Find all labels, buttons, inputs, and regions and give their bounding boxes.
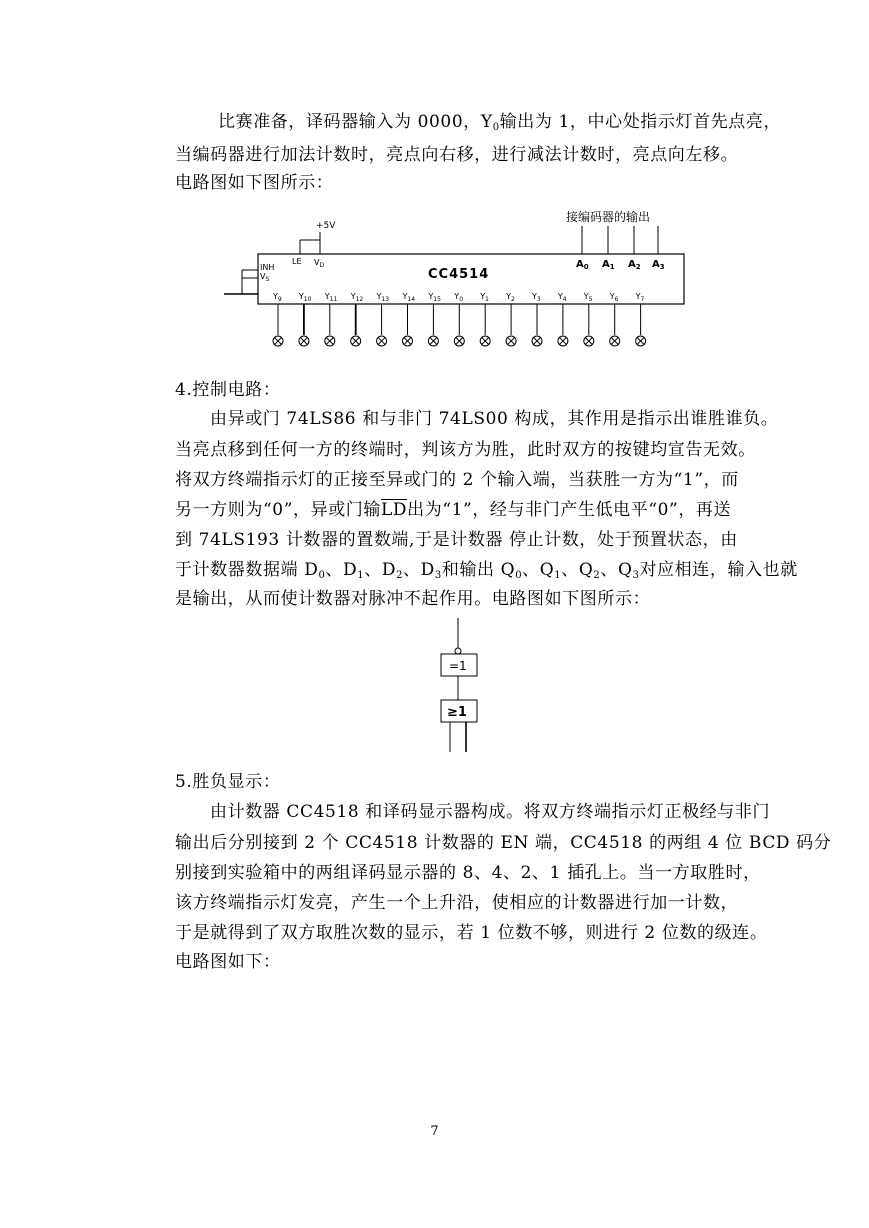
subscript: 0: [515, 570, 523, 581]
subscript: 2: [593, 570, 601, 581]
vs-label: $V_S$: [260, 272, 270, 283]
y-pin-label: $Y_{15}$: [428, 292, 441, 303]
y-pin-label: $Y_2$: [506, 292, 515, 303]
inh-label: INH: [260, 263, 275, 272]
s4-sep: 、Q: [561, 560, 594, 580]
subscript: 3: [632, 570, 640, 581]
s4-text: 出为“1”，经与非门产生低电平“0”，再送: [407, 500, 732, 520]
s4-line-6: [175, 560, 798, 580]
a-pin-label: $A_1$: [602, 259, 615, 271]
subscript: 0: [492, 122, 500, 133]
cc4514-circuit-diagram: [220, 208, 690, 356]
le-label: LE: [292, 257, 302, 266]
subscript: 1: [357, 570, 365, 581]
subscript: 0: [318, 570, 326, 581]
intro-line-3: 电路图如下图所示：: [175, 173, 334, 193]
a-pin-label: $A_0$: [576, 259, 589, 271]
section-4-heading: 4.控制电路：: [175, 380, 281, 400]
encoder-output-label: 接编码器的输出: [566, 210, 651, 224]
chip-name: CC4514: [428, 267, 490, 282]
a-pin-label: $A_3$: [652, 259, 665, 271]
s4-text: 和输出 Q: [441, 560, 516, 580]
intro-line-2: 当编码器进行加法计数时，亮点向右移，进行减法计数时，亮点向左移。: [175, 145, 739, 165]
s4-sep: 、D: [403, 560, 435, 580]
y-pin-label: $Y_3$: [532, 292, 541, 303]
y-pin-label: $Y_{11}$: [324, 292, 338, 303]
intro-line-1: [218, 112, 781, 132]
subscript: 2: [396, 570, 404, 581]
intro-text: 比赛准备，译码器输入为 0000，Y: [218, 112, 493, 132]
s4-sep: 、D: [325, 560, 358, 580]
subscript: 3: [434, 570, 442, 581]
y-pin-label: $Y_4$: [557, 292, 567, 303]
y-pin-label: $Y_0$: [454, 292, 464, 303]
vd-label: $V_D$: [314, 258, 325, 269]
page-number: 7: [430, 1124, 439, 1139]
y-pin-label: $Y_{12}$: [350, 292, 364, 303]
s5-line-4: 该方终端指示灯发亮，产生一个上升沿，使相应的计数器进行加一计数，: [175, 893, 739, 913]
s4-line-2: 当亮点移到任何一方的终端时，判该方为胜，此时双方的按键均宣告无效。: [175, 440, 756, 460]
y-pin-label: $Y_5$: [583, 292, 593, 303]
s4-line-7: 是输出，从而使计数器对脉冲不起作用。电路图如下图所示：: [175, 589, 651, 609]
intro-text: 输出为 1，中心处指示灯首先点亮，: [499, 112, 782, 132]
s4-text: 另一方则为“0”，异或门输: [175, 500, 381, 520]
y-pin-label: $Y_1$: [480, 292, 489, 303]
s4-sep: 、Q: [522, 560, 555, 580]
s5-line-1: 由计数器 CC4518 和译码显示器构成。将双方终端指示灯正极经与非门: [210, 802, 771, 822]
a-pin-label: $A_2$: [628, 259, 641, 271]
a-pins: [576, 226, 665, 271]
ld-overline: $\overline{LD}$: [381, 500, 408, 520]
y-pin-label: $Y_{10}$: [298, 292, 312, 303]
s4-sep: 、D: [364, 560, 397, 580]
y-pin-label: $Y_6$: [609, 292, 619, 303]
y-pin-label: $Y_9$: [273, 292, 282, 303]
s4-line-3: 将双方终端指示灯的正接至异或门的 2 个输入端，当获胜一方为“1”，而: [175, 470, 739, 490]
s4-text: 于计数器数据端 D: [175, 560, 319, 580]
s4-line-5: 到 74LS193 计数器的置数端,于是计数器 停止计数，处于预置状态，由: [175, 530, 738, 550]
gate-diagram: [430, 618, 490, 754]
y-pins: [272, 292, 644, 335]
s5-line-2: 输出后分别接到 2 个 CC4518 计数器的 EN 端，CC4518 的两组 4 位 BCD 码分: [175, 833, 832, 853]
y-pin-label: $Y_{14}$: [402, 292, 416, 303]
power-label: +5V: [316, 221, 336, 231]
s5-line-5: 于是就得到了双方取胜次数的显示，若 1 位数不够，则进行 2 位数的级连。: [175, 923, 768, 943]
s4-line-1: 由异或门 74LS86 和与非门 74LS00 构成，其作用是指示出谁胜谁负。: [210, 409, 779, 429]
s5-line-3: 别接到实验箱中的两组译码显示器的 8、4、2、1 插孔上。当一方取胜时，: [175, 863, 761, 883]
xor-label: =1: [449, 659, 467, 673]
s5-line-6: 电路图如下：: [175, 952, 281, 972]
subscript: 1: [554, 570, 562, 581]
y-pin-label: $Y_7$: [635, 292, 645, 303]
y-pin-label: $Y_{13}$: [376, 292, 390, 303]
s4-sep: 、Q: [600, 560, 633, 580]
s4-text: 对应相连，输入也就: [639, 560, 798, 580]
s4-line-4: [175, 500, 731, 520]
section-5-heading: 5.胜负显示：: [175, 772, 281, 792]
lamps: [273, 336, 646, 346]
or-label: ≥1: [447, 705, 467, 720]
inverter-bubble: [455, 648, 461, 654]
